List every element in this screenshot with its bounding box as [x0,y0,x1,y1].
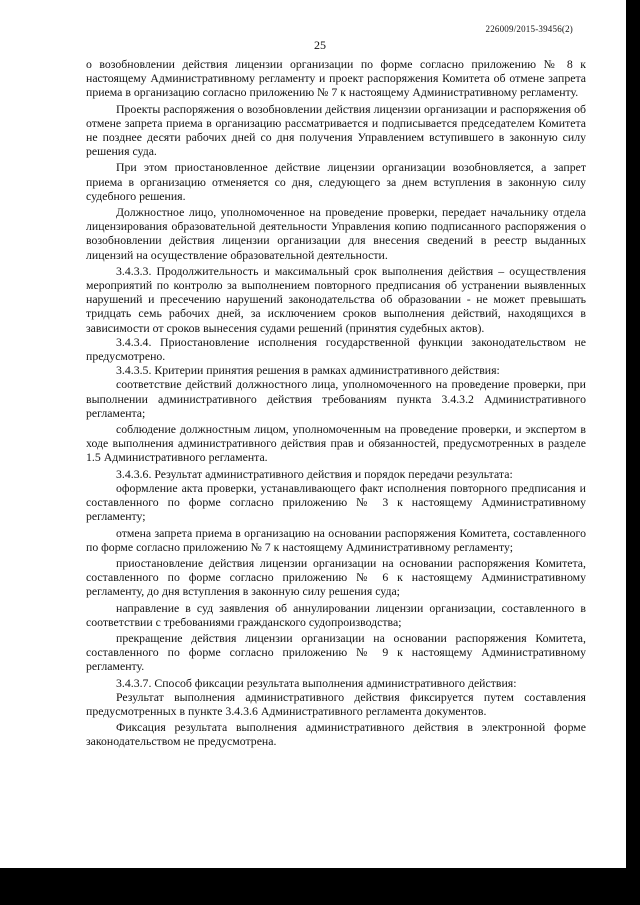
paragraph-18: Фиксация результата выполнения административного действия в электронной форме законодательством не предусмотрена. [86,720,586,749]
paragraph-14: направление в суд заявления об аннулировании лицензии организации, составленного в соответствии с требованиями гражданского судопроизводства; [86,600,586,629]
paragraph-9: соблюдение должностным лицом, уполномоченным на проведение проверки, и экспертом в ходе выполнения административного действия прав и обязанностей, предусмотренных в разделе 1.5 Административного регламента. [86,422,586,465]
paragraph-10: 3.4.3.6. Результат административного действия и порядок передачи результата: [116,466,513,481]
paragraph-17: Результат выполнения административного действия фиксируется путем составления предусмотренных в пункте 3.4.3.6 Административного регламента документов. [86,689,586,718]
paragraph-7: 3.4.3.5. Критерии принятия решения в рамках административного действия: [116,363,500,378]
document-registration-number: 226009/2015-39456(2) [485,24,573,34]
paragraph-16: 3.4.3.7. Способ фиксации результата выполнения административного действия: [116,675,517,690]
paragraph-8: соответствие действий должностного лица, уполномоченного на проведение проверки, при выполнении административного действия требованиям пункта 3.4.3.2 Административного регламента; [86,377,586,420]
document-body [86,57,586,751]
page-number: 25 [314,38,326,52]
paragraph-2: Проекты распоряжения о возобновлении действия лицензии организации и распоряжения об отмене запрета приема в организацию рассматривается и подписывается председателем Комитета не позднее десяти рабочих дней со дня получения Управлением вступившего в законную силу решения суда. [86,101,586,159]
paragraph-13: приостановление действия лицензии организации на основании распоряжения Комитета, составленного по форме согласно приложению № 6 к настоящему Административному регламенту, до дня вступления в законную силу решения суда; [86,555,586,599]
paragraph-4: Должностное лицо, уполномоченное на проведение проверки, передает начальнику отдела лицензирования образовательной деятельности Управления копию подписанного распоряжения о возобновлении действия лицензии организации для внесения сведений в реестр выданных лицензий на осуществление образовательной деятельности. [86,205,586,262]
paragraph-6: 3.4.3.4. Приостановление исполнения государственной функции законодательством не предусмотрено. [86,334,586,364]
paragraph-11: оформление акта проверки, устанавливающего факт исполнения повторного предписания и составленного по форме согласно приложению № 3 к настоящему Административному регламенту; [86,480,586,524]
paragraph-1: о возобновлении действия лицензии организации по форме согласно приложению № 8 к настоящему Административному регламенту и проект распоряжения Комитета об отмене запрета приема в организацию согласно приложению № 7 к настоящему Административному регламенту. [86,57,586,100]
paragraph-12: отмена запрета приема в организацию на основании распоряжения Комитета, составленного по форме согласно приложению № 7 к настоящему Административному регламенту; [86,525,586,554]
scan-border [0,868,640,905]
paragraph-5: 3.4.3.3. Продолжительность и максимальный срок выполнения действия – осуществления мероприятий по контролю за выполнением повторного предписания об устранении выявленных нарушений и пресечению нарушений законодательства об образовании - не может превышать тридцать семь рабочих дней, за исключением сроков выполнения действий, находящихся в зависимости от сроков вынесения судами решений (принятия судебных актов). [86,263,586,335]
paragraph-3: При этом приостановленное действие лицензии организации возобновляется, а запрет приема в организацию отменяется со дня, следующего за днем вступления в законную силу судебного решения. [86,160,586,203]
paragraph-15: прекращение действия лицензии организации на основании распоряжения Комитета, составленного по форме согласно приложению № 9 к настоящему Административному регламенту. [86,630,586,674]
